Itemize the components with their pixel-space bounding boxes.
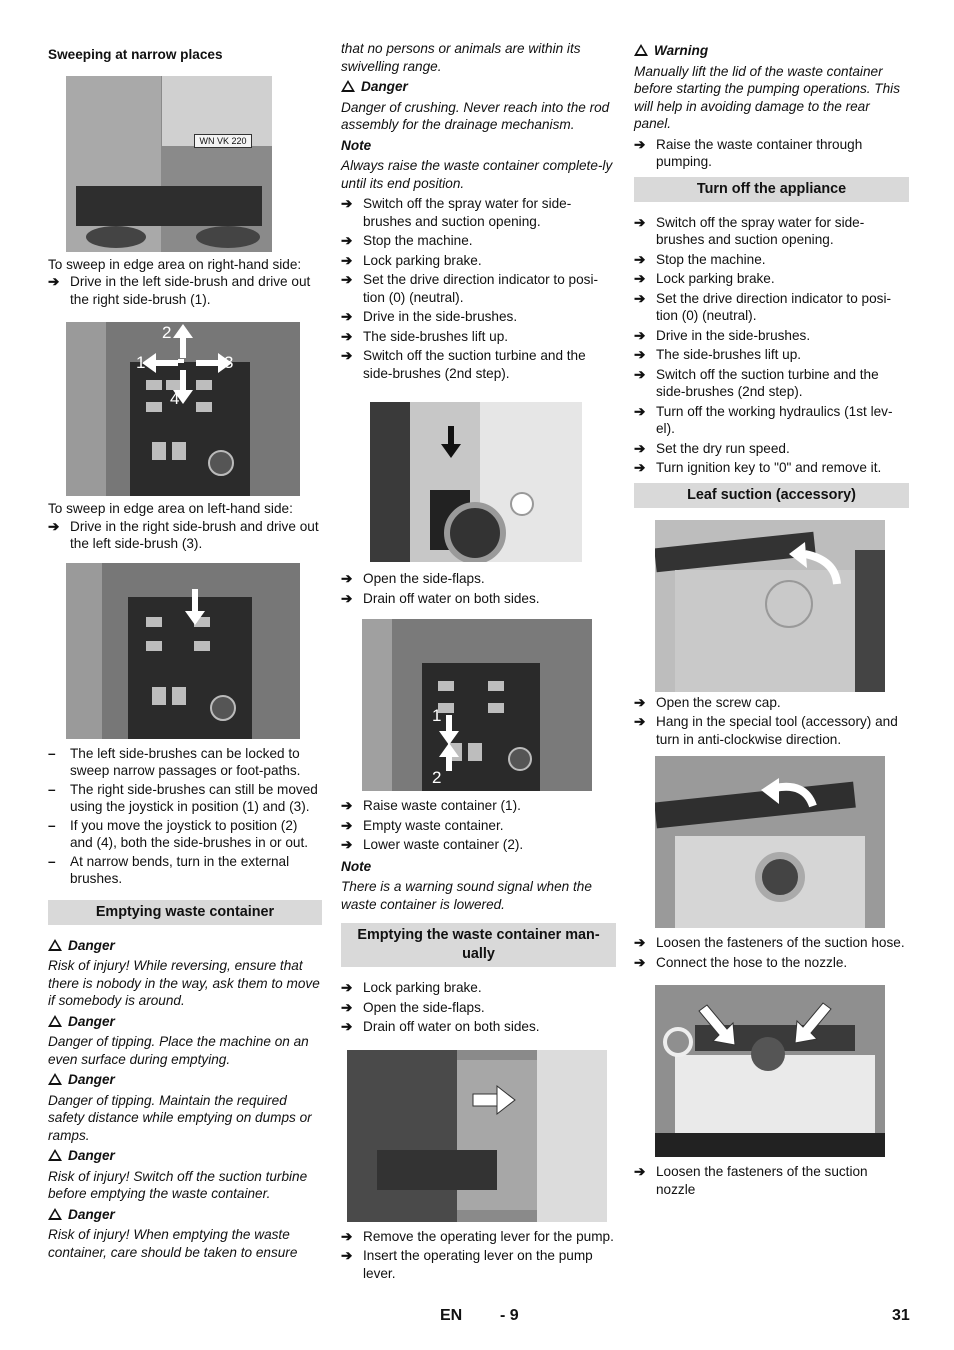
arrow-bullet-icon: ➔ (341, 309, 353, 324)
list-item: ➔ The side-brushes lift up. (634, 347, 802, 362)
list-item: ➔ Switch off the spray water for side-brushes and suction opening. (341, 196, 572, 229)
steps-list (341, 195, 616, 382)
list-item: – The left side-brushes can be locked to sweep narrow passages or foot-paths. (48, 745, 301, 778)
list-item: ➔ Switch off the suction turbine and the side-brushes (2nd step). (634, 366, 879, 399)
pump-lever-photo (347, 1050, 607, 1222)
section-heading-turnoff: Turn off the appliance (634, 177, 909, 202)
list-item: ➔ Drive in the right side-brush and drive out the left side-brush (3). (48, 518, 319, 551)
list-item: ➔ Drive in the left side-brush and drive out the right side-brush (1). (48, 274, 311, 307)
warning-triangle-icon (634, 44, 648, 56)
list-item: ➔ Loosen the fasteners of the suction nozzle (634, 1164, 868, 1197)
dash-bullet: – (48, 781, 56, 797)
list-item: ➔ Lock parking brake. (341, 252, 482, 268)
list-item: ➔ Empty waste container. (341, 817, 504, 833)
list-item: ➔ Raise waste container (1). (341, 798, 521, 813)
position-label: 3 (224, 353, 234, 372)
sweeper-front-photo (66, 76, 272, 252)
list-item: ➔ Hang in the special tool (accessory) and turn in anti-clockwise direction. (634, 714, 898, 747)
arrow-bullet-icon: ➔ (341, 1228, 353, 1244)
position-label: 2 (432, 768, 442, 787)
arrow-bullet-icon: ➔ (341, 798, 353, 813)
list-item: – If you move the joystick to position (2) and (4), both the side-brushes in or out. (48, 817, 309, 850)
joystick-photo-right (66, 563, 300, 739)
arrow-bullet-icon: ➔ (634, 954, 646, 970)
list-item: ➔ Lock parking brake. (634, 271, 775, 286)
arrow-bullet-icon: ➔ (341, 272, 353, 287)
footer-page-local: - 9 (500, 1307, 519, 1324)
position-label: 2 (162, 323, 172, 342)
down-arrow-icon (370, 402, 582, 562)
list-item: ➔ Turn ignition key to "0" and remove it. (634, 460, 882, 475)
dash-bullet: – (48, 817, 56, 833)
arrow-bullet-icon: ➔ (634, 366, 646, 382)
section-title-narrow-places: Sweeping at narrow places (48, 47, 223, 62)
arrow-bullet-icon: ➔ (634, 694, 646, 710)
note-label: Note (341, 858, 372, 874)
warning-triangle-icon (48, 939, 62, 951)
warning-triangle-icon (48, 1149, 62, 1161)
arrow-bullet-icon: ➔ (341, 252, 353, 268)
suction-nozzle-photo (655, 985, 885, 1157)
arrow-bullet-icon: ➔ (48, 274, 60, 289)
dash-bullet: – (48, 853, 56, 869)
list-item: ➔ Stop the machine. (634, 251, 766, 267)
up-down-arrows-icon (362, 619, 592, 791)
arrow-bullet-icon: ➔ (634, 935, 646, 950)
list-item: ➔ Remove the operating lever for the pump. (341, 1228, 614, 1244)
fastener-arrows-icon (655, 985, 885, 1157)
list-item: ➔ The side-brushes lift up. (341, 328, 509, 344)
arrow-bullet-icon: ➔ (341, 233, 353, 248)
list-item: ➔ Connect the hose to the nozzle. (634, 954, 848, 970)
steps-list (634, 934, 909, 971)
section-heading-manual: Emptying the waste container man-ually (341, 923, 616, 967)
down-arrow-icon (66, 563, 300, 739)
warning-triangle-icon (341, 80, 355, 92)
direction-arrows-icon (66, 322, 300, 496)
control-panel-photo (362, 619, 592, 791)
right-arrow-icon (347, 1050, 607, 1222)
list-item: – At narrow bends, turn in the external brushes. (48, 853, 290, 886)
list-item: ➔ Open the side-flaps. (341, 999, 485, 1015)
continued-text: that no persons or animals are within its swivelling range. (341, 41, 581, 74)
arrow-bullet-icon: ➔ (634, 347, 646, 362)
danger-label: Danger (361, 79, 408, 94)
steps-list (634, 1163, 909, 1198)
steps-list (341, 1228, 616, 1283)
danger-text: Danger of crushing. Never reach into the rod assembly for the drainage mechanism. (341, 99, 610, 132)
steps-list (634, 214, 909, 477)
arrow-bullet-icon: ➔ (341, 999, 353, 1015)
arrow-bullet-icon: ➔ (634, 403, 646, 419)
steps-list (634, 136, 909, 171)
arrow-bullet-icon: ➔ (48, 518, 60, 534)
rotate-arrow-icon (655, 756, 885, 928)
right-intro: To sweep in edge area on right-hand side: (48, 256, 302, 272)
list-item: ➔ Set the drive direction indicator to posi-tion (0) (neutral). (634, 290, 891, 323)
left-intro: To sweep in edge area on left-hand side: (48, 501, 293, 516)
arrow-bullet-icon: ➔ (634, 136, 646, 152)
position-label: 1 (432, 706, 442, 725)
right-steps (48, 273, 322, 308)
list-item: ➔ Switch off the suction turbine and the side-brushes (2nd step). (341, 348, 586, 381)
notes-list (48, 745, 322, 888)
list-item: ➔ Raise the waste container through pumping. (634, 136, 863, 169)
warning-triangle-icon (48, 1073, 62, 1085)
steps-list (341, 979, 616, 1036)
arrow-bullet-icon: ➔ (341, 1019, 353, 1034)
arrow-bullet-icon: ➔ (634, 460, 646, 475)
list-item: ➔ Set the dry run speed. (634, 440, 790, 456)
arrow-bullet-icon: ➔ (341, 348, 353, 363)
warning-triangle-icon (48, 1015, 62, 1027)
arrow-bullet-icon: ➔ (341, 328, 353, 344)
column-1 (48, 40, 322, 1264)
screw-cap-photo (655, 520, 885, 692)
arrow-bullet-icon: ➔ (341, 571, 353, 586)
arrow-bullet-icon: ➔ (634, 440, 646, 456)
list-item: ➔ Drive in the side-brushes. (634, 327, 811, 343)
note-text: Always raise the waste container complete-ly until its end position. (341, 158, 613, 191)
column-3 (634, 40, 909, 1200)
warning-block: Danger Danger of tipping. Maintain the required safety distance while emptying on dumps or ramps. (48, 1072, 312, 1143)
arrow-bullet-icon: ➔ (634, 271, 646, 286)
list-item: ➔ Drive in the side-brushes. (341, 309, 518, 324)
list-item: ➔ Switch off the spray water for side-brushes and suction opening. (634, 214, 865, 247)
footer-language: EN (440, 1307, 463, 1324)
arrow-bullet-icon: ➔ (634, 214, 646, 230)
section-heading-leaf-suction: Leaf suction (accessory) (634, 483, 909, 508)
steps-list (341, 797, 616, 854)
arrow-bullet-icon: ➔ (341, 1248, 353, 1263)
left-steps (48, 518, 322, 553)
position-label: 4 (170, 389, 180, 408)
arrow-bullet-icon: ➔ (341, 837, 353, 852)
warning-triangle-icon (48, 1208, 62, 1220)
side-flap-photo (370, 402, 582, 562)
footer-page-total: 31 (892, 1307, 910, 1324)
steps-list (341, 570, 616, 607)
license-plate: WN VK 220 (194, 134, 252, 148)
note-text: There is a warning sound signal when the waste container is lowered. (341, 879, 592, 912)
warning-text: Manually lift the lid of the waste container before starting the pumping operations. This will help in avoiding damage to the rear panel. (634, 63, 900, 131)
position-label: 1 (136, 353, 146, 372)
arrow-bullet-icon: ➔ (634, 714, 646, 729)
list-item: – The right side-brushes can still be moved using the joystick in position (1) and (3). (48, 781, 318, 814)
warning-block: Danger Risk of injury! When emptying the waste container, care should be taken to ensure (48, 1206, 298, 1260)
list-item: ➔ Open the side-flaps. (341, 571, 485, 586)
section-heading-emptying: Emptying waste container (48, 900, 322, 925)
list-item: ➔ Insert the operating lever on the pump lever. (341, 1248, 593, 1281)
arrow-bullet-icon: ➔ (341, 196, 353, 211)
rotate-arrow-icon (655, 520, 885, 692)
warning-block: Danger Risk of injury! Switch off the suction turbine before emptying the waste container. (48, 1148, 308, 1201)
steps-list (634, 694, 909, 749)
warning-block: Danger Danger of tipping. Place the machine on an even surface during emptying. (48, 1013, 309, 1067)
arrow-bullet-icon: ➔ (634, 327, 646, 343)
arrow-bullet-icon: ➔ (634, 1164, 646, 1179)
list-item: ➔ Drain off water on both sides. (341, 590, 540, 606)
list-item: ➔ Lower waste container (2). (341, 837, 524, 852)
arrow-bullet-icon: ➔ (341, 817, 353, 833)
column-2 (341, 40, 616, 1284)
special-tool-photo (655, 756, 885, 928)
arrow-bullet-icon: ➔ (634, 251, 646, 267)
list-item: ➔ Turn off the working hydraulics (1st lev-el). (634, 403, 893, 436)
list-item: ➔ Loosen the fasteners of the suction hose. (634, 935, 905, 950)
dash-bullet: – (48, 745, 56, 761)
list-item: ➔ Drain off water on both sides. (341, 1019, 540, 1034)
list-item: ➔ Lock parking brake. (341, 980, 482, 995)
note-label: Note (341, 137, 372, 153)
list-item: ➔ Stop the machine. (341, 233, 473, 248)
arrow-bullet-icon: ➔ (341, 980, 353, 995)
list-item: ➔ Set the drive direction indicator to posi-tion (0) (neutral). (341, 272, 598, 305)
list-item: ➔ Open the screw cap. (634, 694, 781, 710)
arrow-bullet-icon: ➔ (341, 590, 353, 606)
warning-label: Warning (654, 43, 709, 58)
warning-block: Danger Risk of injury! While reversing, ensure that there is nobody in the way, ask them to move if somebody is around. (48, 937, 320, 1008)
arrow-bullet-icon: ➔ (634, 290, 646, 306)
joystick-photo-positions (66, 322, 300, 496)
